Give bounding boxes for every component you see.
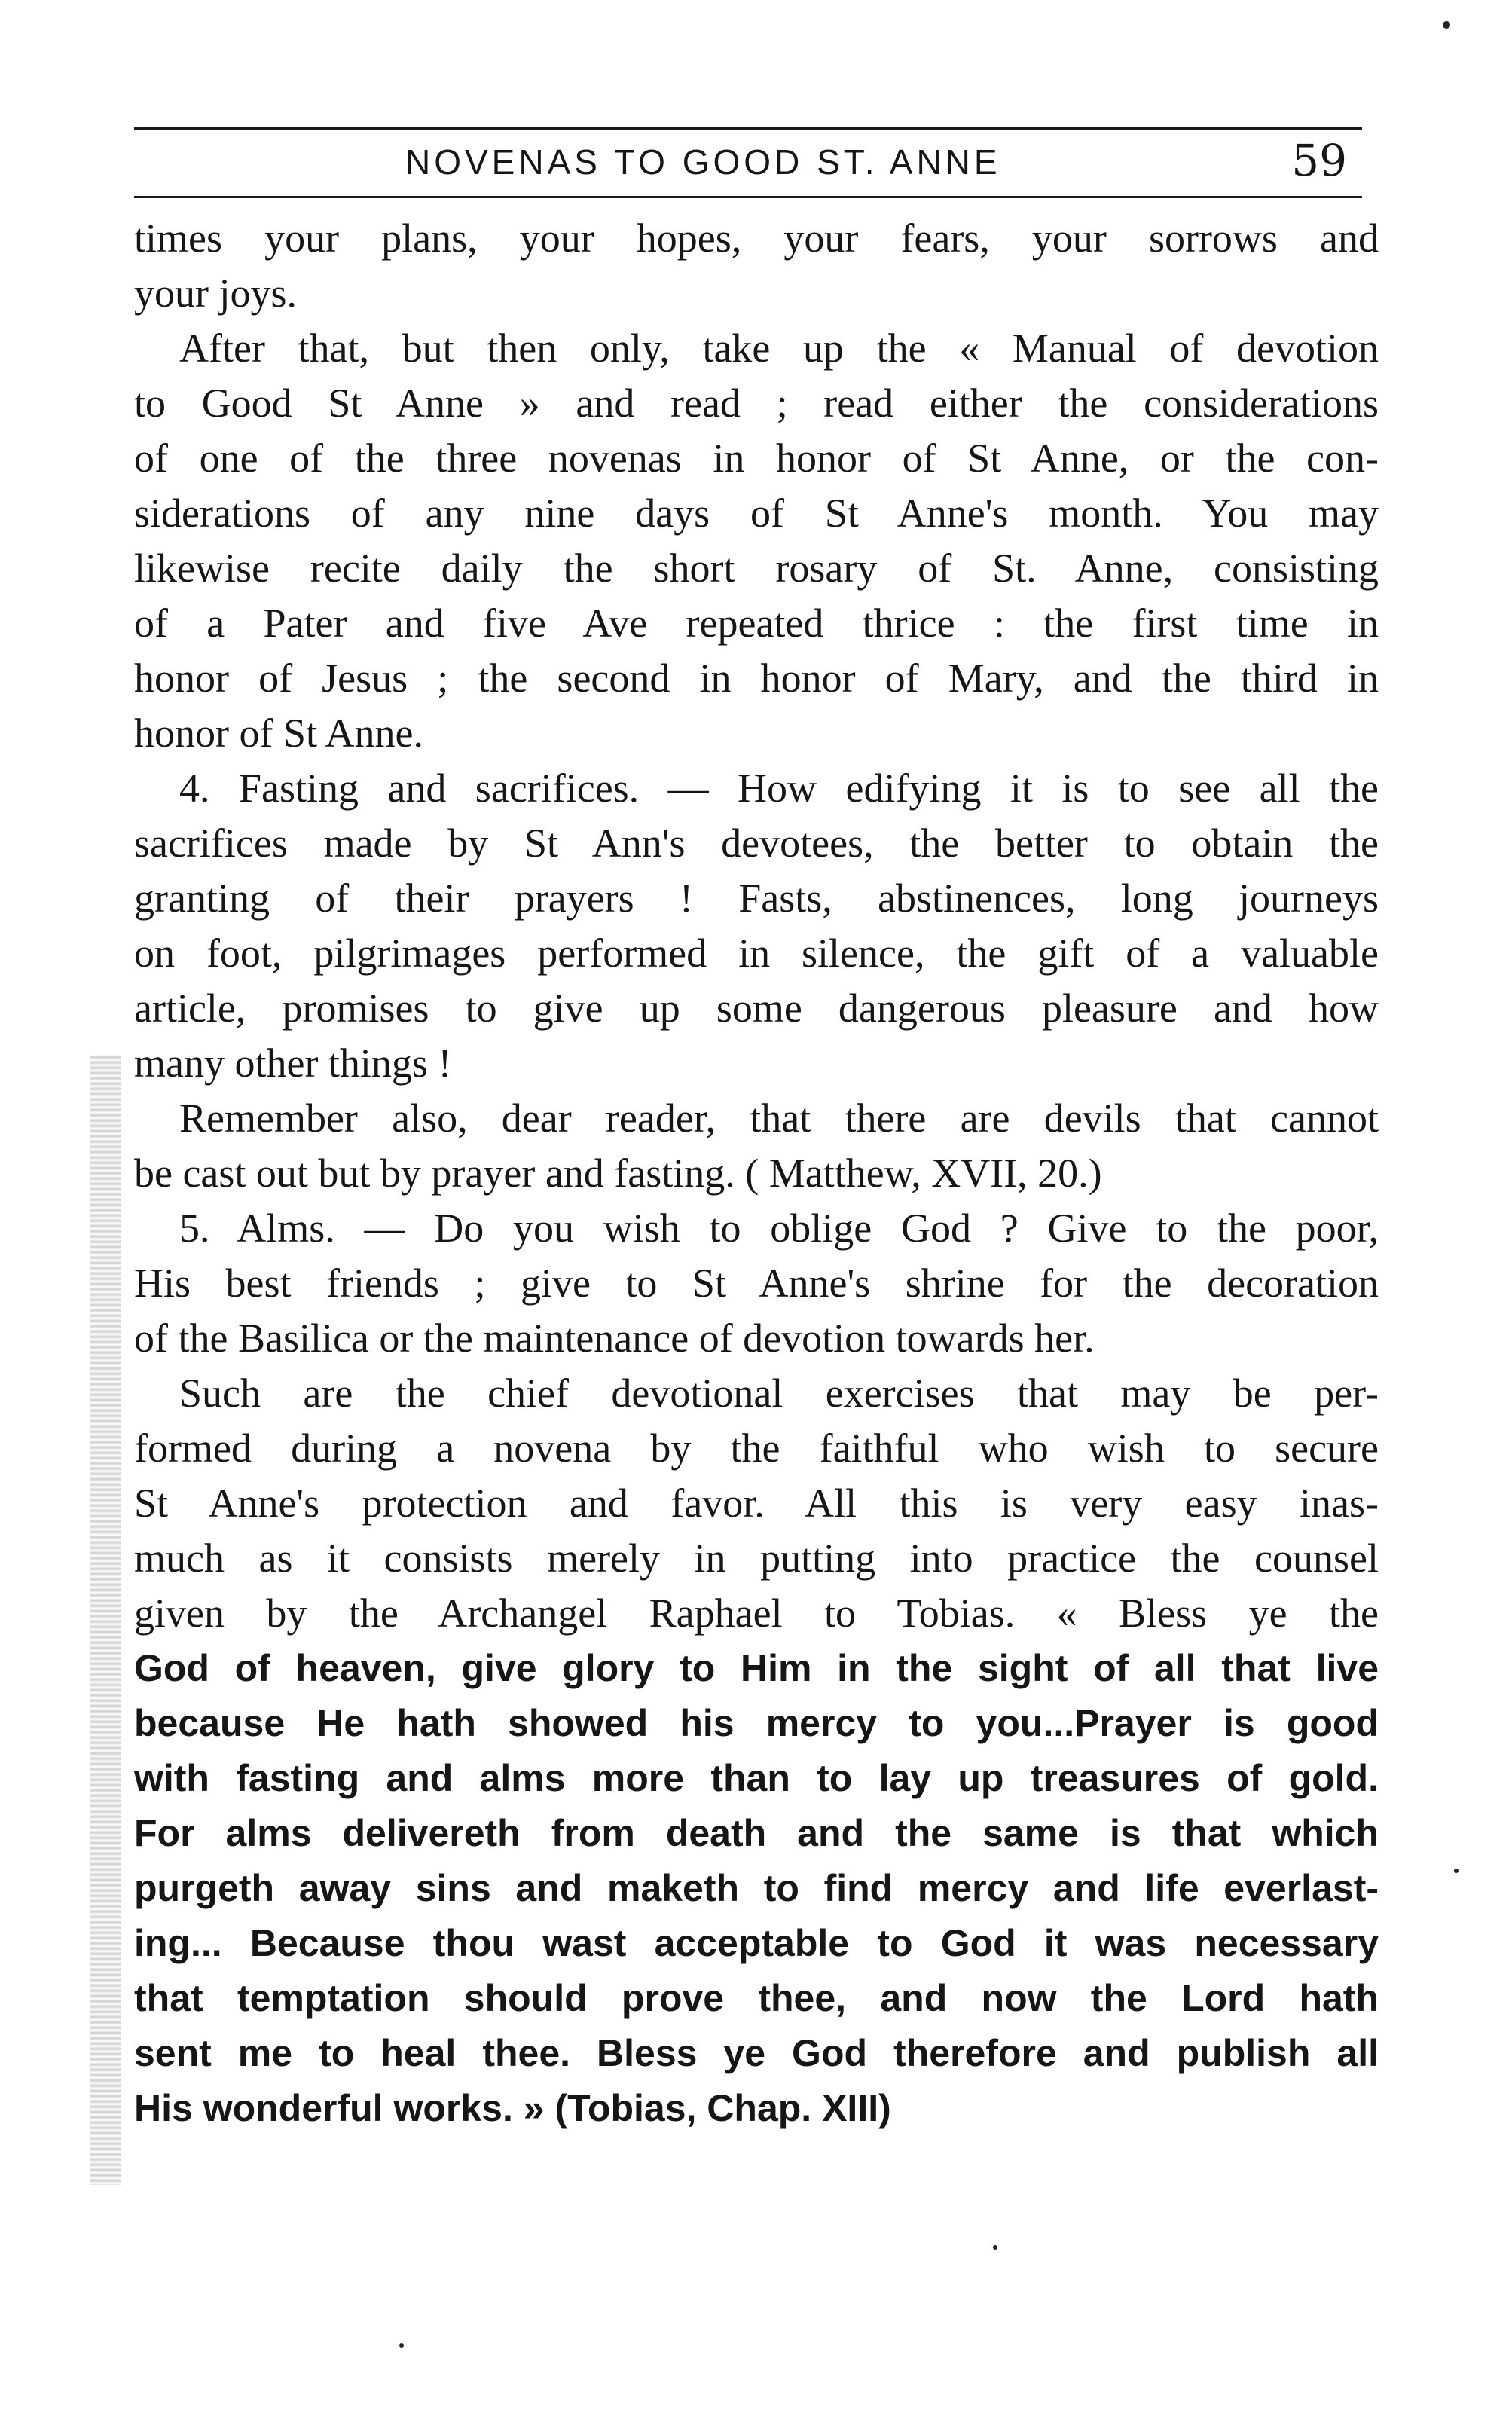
quote-line: sent me to heal thee. Bless ye God therefore and publish all <box>134 2032 1379 2074</box>
text-line: His best friends ; give to St Anne's shrine for the decoration <box>134 1261 1379 1306</box>
text-line: honor of Jesus ; the second in honor of Mary, and the third in <box>134 655 1379 701</box>
text-line: St Anne's protection and favor. All this is very easy inas- <box>134 1481 1379 1526</box>
quote-line: with fasting and alms more than to lay up treasures of gold. <box>134 1757 1379 1799</box>
text-line: on foot, pilgrimages performed in silence, the gift of a valuable <box>134 930 1379 976</box>
text-line: given by the Archangel Raphael to Tobias. « Bless ye the <box>134 1591 1379 1636</box>
text-line: formed during a novena by the faithful who wish to secure <box>134 1426 1379 1471</box>
quote-line: His wonderful works. » (Tobias, Chap. XIII) <box>134 2087 891 2129</box>
text-line: likewise recite daily the short rosary of St. Anne, consisting <box>134 545 1379 591</box>
quote-line: purgeth away sins and maketh to find mercy and life everlast- <box>134 1867 1379 1909</box>
text-line: of one of the three novenas in honor of St Anne, or the con- <box>134 435 1379 481</box>
running-title: NOVENAS TO GOOD ST. ANNE <box>405 142 1001 182</box>
text-line: article, promises to give up some dangerous pleasure and how <box>134 985 1379 1031</box>
ink-speck <box>993 2245 997 2250</box>
text-line: of the Basilica or the maintenance of devotion towards her. <box>134 1316 1095 1361</box>
text-line: times your plans, your hopes, your fears, your sorrows and <box>134 215 1379 261</box>
text-line: much as it consists merely in putting into practice the counsel <box>134 1536 1379 1581</box>
binding-shadow <box>90 1055 121 2185</box>
section-heading-alms: 5. Alms. — Do you wish to oblige God ? Give to the poor, <box>179 1206 1379 1251</box>
page-number: 59 <box>1291 135 1347 186</box>
ink-speck <box>1454 1869 1459 1873</box>
quote-line: ing... Because thou wast acceptable to God it was necessary <box>134 1922 1379 1964</box>
section-heading-fasting: 4. Fasting and sacrifices. — How edifying it is to see all the <box>179 765 1379 811</box>
ink-speck <box>1443 21 1450 29</box>
text-line: of a Pater and five Ave repeated thrice : the first time in <box>134 600 1379 646</box>
text-line: siderations of any nine days of St Anne's month. You may <box>134 490 1379 536</box>
body-text <box>134 211 1379 2136</box>
text-line: honor of St Anne. <box>134 710 423 756</box>
quote-line: that temptation should prove thee, and now the Lord hath <box>134 1977 1379 2019</box>
ink-speck <box>399 2343 404 2348</box>
header-bottom-rule <box>134 196 1362 198</box>
text-line: sacrifices made by St Ann's devotees, the better to obtain the <box>134 820 1379 866</box>
text-line: Such are the chief devotional exercises that may be per- <box>179 1371 1379 1416</box>
header-top-rule <box>134 127 1362 130</box>
text-line: granting of their prayers ! Fasts, abstinences, long journeys <box>134 875 1379 921</box>
text-line: After that, but then only, take up the « Manual of devotion <box>179 325 1379 371</box>
text-line: to Good St Anne » and read ; read either the considerations <box>134 380 1379 426</box>
text-line: Remember also, dear reader, that there are devils that cannot <box>179 1095 1379 1141</box>
quote-line: For alms delivereth from death and the same is that which <box>134 1812 1379 1854</box>
quote-line: God of heaven, give glory to Him in the sight of all that live <box>134 1647 1379 1689</box>
text-line: many other things ! <box>134 1040 452 1086</box>
page-header <box>134 113 1362 202</box>
quotation-tobias <box>134 1641 1379 2136</box>
text-line: your joys. <box>134 270 297 316</box>
quote-line: because He hath showed his mercy to you...Prayer is good <box>134 1702 1379 1744</box>
text-line: be cast out but by prayer and fasting. ( Matthew, XVII, 20.) <box>134 1150 1102 1196</box>
